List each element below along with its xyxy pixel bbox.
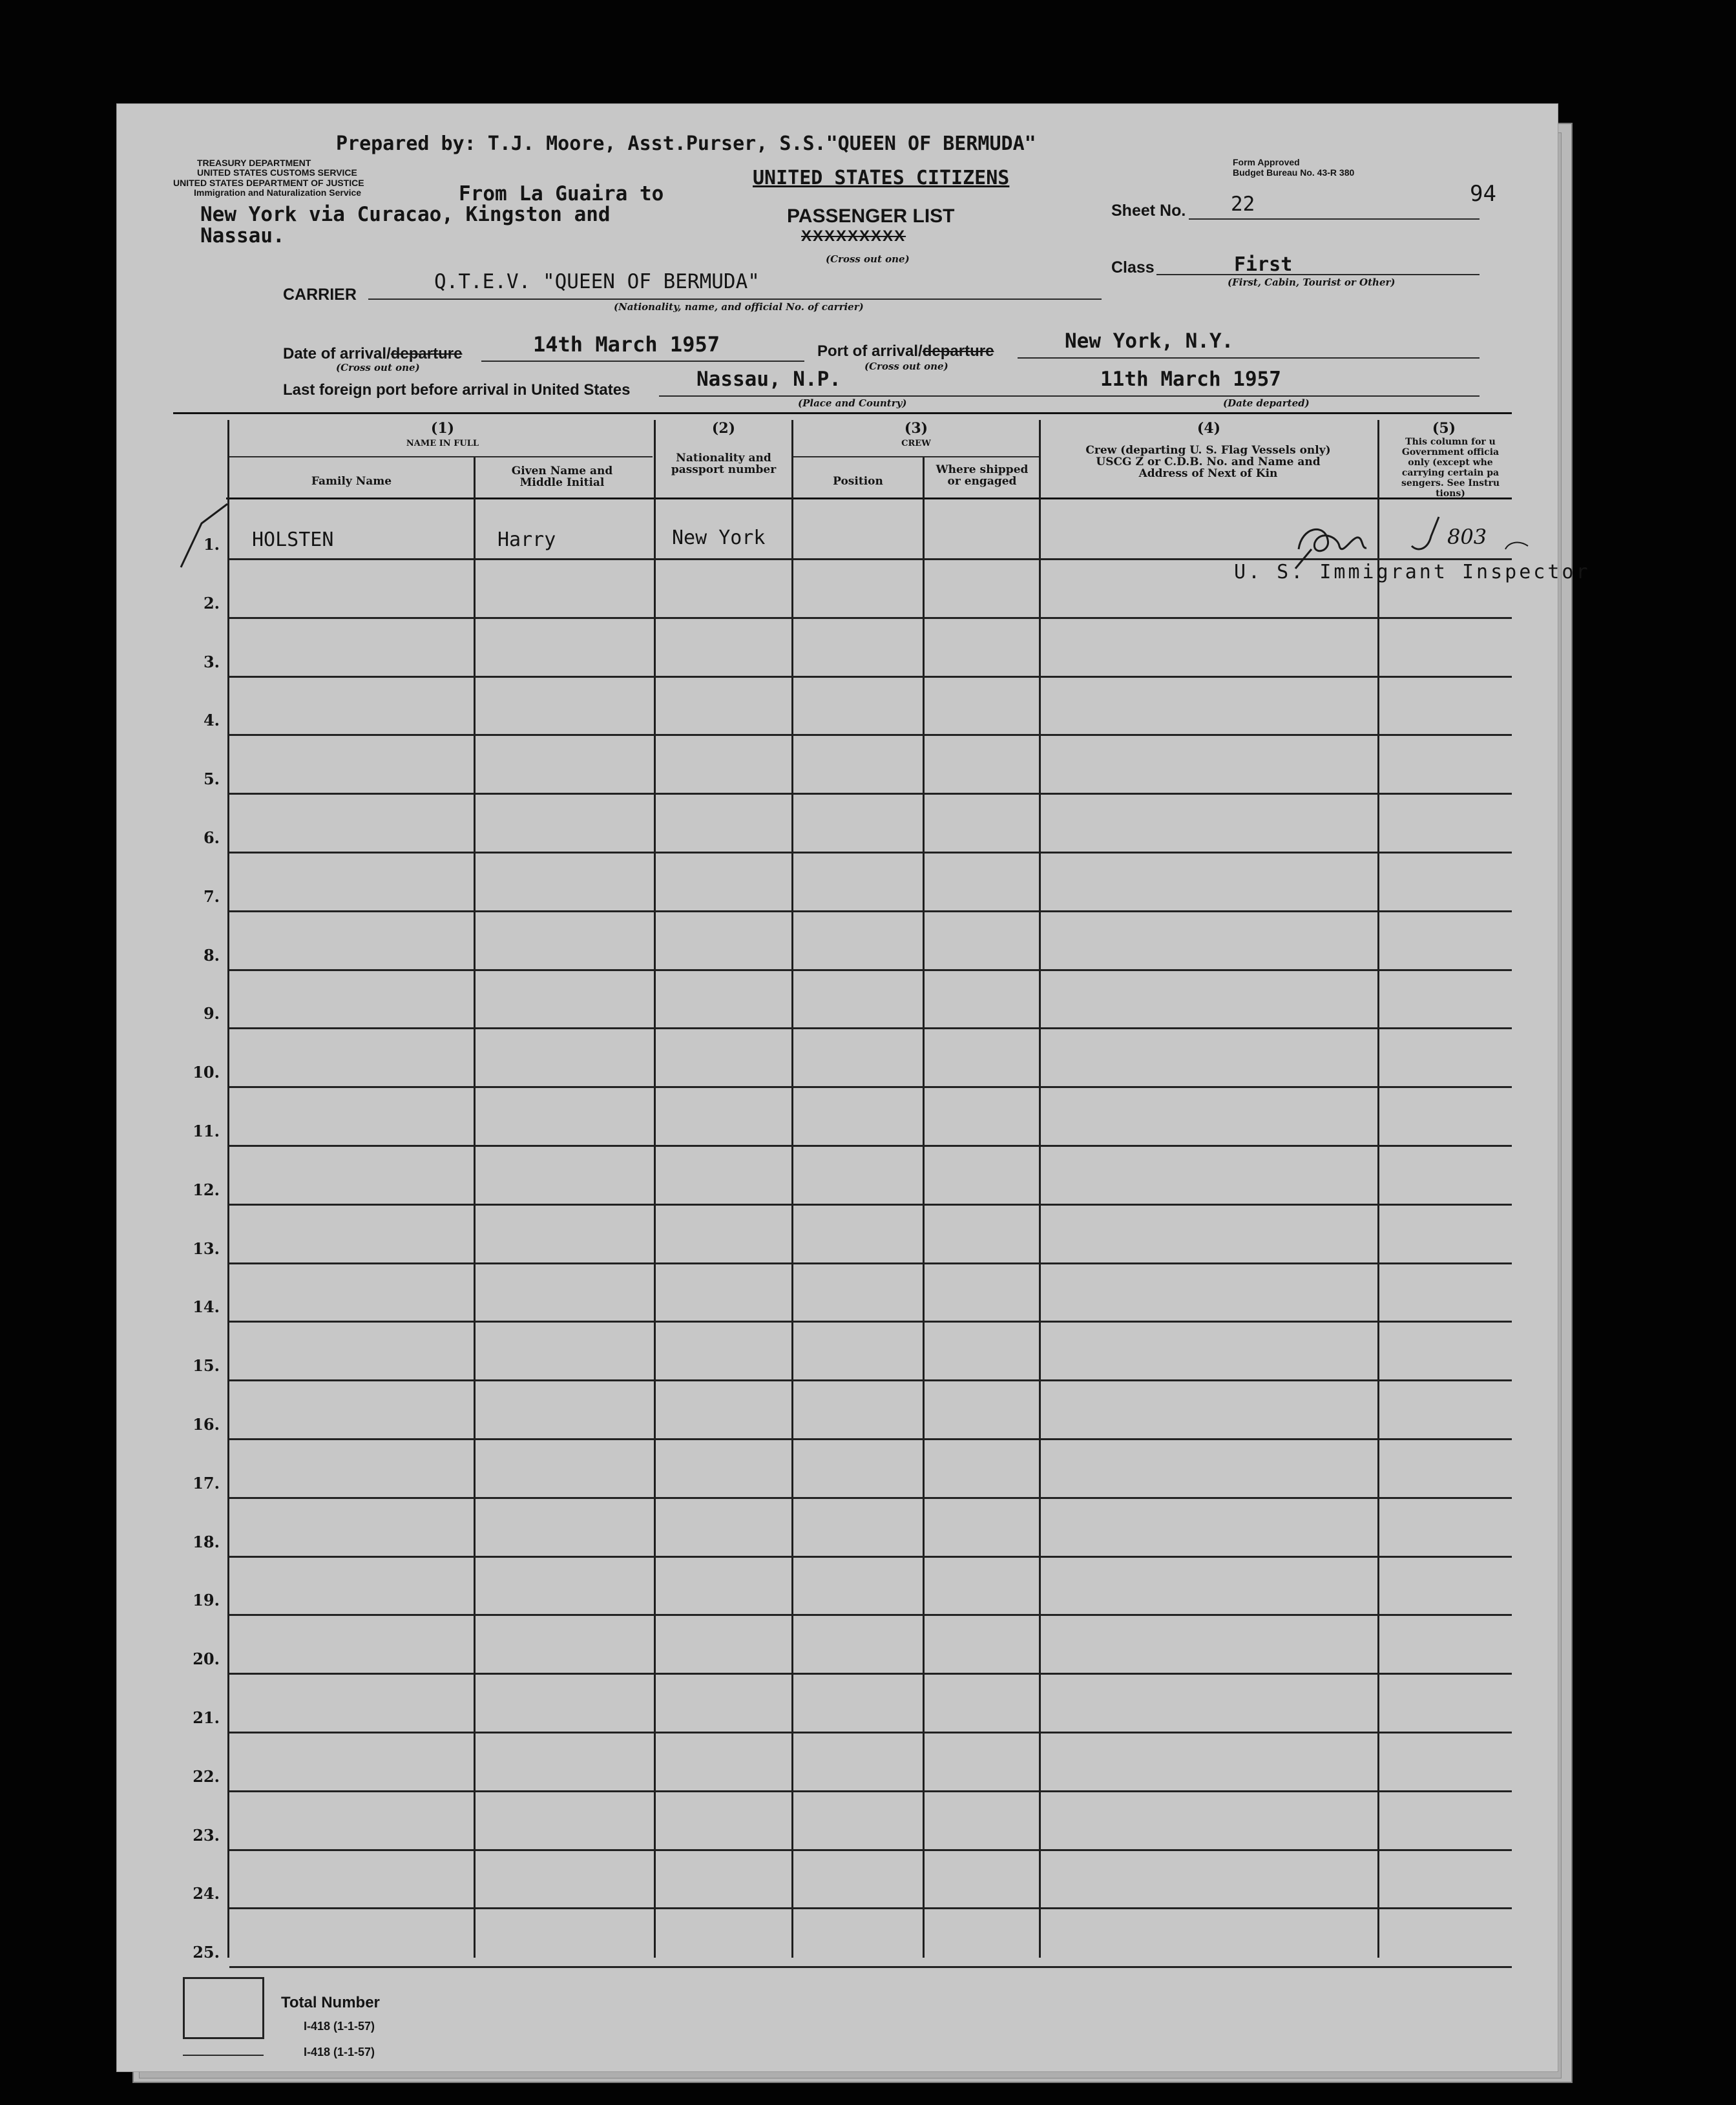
check-mark-icon [176, 497, 234, 569]
place-note: (Place and Country) [798, 397, 907, 409]
date-departed-note: (Date departed) [1223, 397, 1310, 409]
row-rule [229, 617, 1512, 619]
row-1-given-name: Harry [497, 529, 556, 551]
col-5-title: This column for u Government officia only (except whe carrying certain pa sengers. See Instru tions) [1401, 437, 1500, 499]
date-label-text: Date of arrival/ [283, 345, 391, 362]
budget-bureau: Budget Bureau No. 43-R 380 [1233, 167, 1355, 178]
col-5-number: (5) [1432, 420, 1456, 437]
dept-line-1: TREASURY DEPARTMENT [197, 158, 311, 168]
row-number: 5. [203, 770, 220, 788]
col-4-number: (4) [1197, 420, 1221, 437]
port-cross-out: (Cross out one) [864, 361, 948, 372]
carrier-value: Q.T.E.V. "QUEEN OF BERMUDA" [434, 270, 760, 293]
col-position: Position [833, 475, 883, 488]
row-number: 6. [203, 828, 220, 847]
last-port-label: Last foreign port before arrival in United States [283, 381, 631, 399]
col-2-title: Nationality and passport number [671, 452, 777, 476]
col-3-number: (3) [904, 420, 928, 437]
row-rule [229, 734, 1512, 736]
total-number-box [183, 1977, 264, 2039]
row-number: 14. [193, 1297, 220, 1316]
date-departed: 11th March 1957 [1100, 368, 1281, 391]
date-struck: departure [390, 345, 463, 362]
row-number: 25. [193, 1943, 220, 1962]
form-approved: Form Approved [1233, 157, 1300, 167]
route-line-1: From La Guaira to [459, 182, 664, 205]
row-number: 8. [203, 946, 220, 965]
row-rule [229, 1907, 1512, 1909]
dept-line-2: UNITED STATES CUSTOMS SERVICE [197, 167, 357, 178]
row-rule [229, 1966, 1512, 1968]
date-cross-out: (Cross out one) [336, 362, 420, 373]
row-rule [229, 793, 1512, 795]
row-rule [229, 1849, 1512, 1851]
row-rule [229, 1732, 1512, 1733]
col-2-number: (2) [711, 420, 736, 437]
port-of-arrival: New York, N.Y. [1065, 330, 1234, 353]
col-4-title: Crew (departing U. S. Flag Vessels only) USCG Z or C.D.B. No. and Name and Address of Next of Kin [1085, 444, 1331, 480]
row-rule [229, 1673, 1512, 1675]
form-number-1: I-418 (1-1-57) [304, 2020, 375, 2033]
inspector-number: 803 [1447, 525, 1487, 549]
inspector-signature-icon [1289, 510, 1541, 581]
row-number: 18. [193, 1533, 220, 1551]
row-rule [229, 1614, 1512, 1616]
last-port-value: Nassau, N.P. [696, 368, 841, 391]
row-rule [229, 969, 1512, 971]
dept-line-4: Immigration and Naturalization Service [194, 187, 362, 198]
row-number: 20. [193, 1649, 220, 1668]
row-rule [229, 1321, 1512, 1323]
col-where-shipped: Where shipped or engaged [936, 463, 1029, 488]
col-3-title: CREW [901, 439, 931, 448]
row-number: 4. [203, 711, 220, 729]
row-rule [229, 1379, 1512, 1381]
row-rule [229, 1790, 1512, 1792]
inspector-stamp: U. S. Immigrant Inspector [1234, 561, 1591, 583]
date-label [283, 345, 462, 363]
page-number: 94 [1470, 181, 1496, 207]
col-1-title: NAME IN FULL [406, 439, 479, 448]
sheet-no-label: Sheet No. [1111, 202, 1186, 220]
col-family-name: Family Name [311, 475, 392, 488]
row-rule [229, 1262, 1512, 1264]
row-number: 19. [193, 1591, 220, 1609]
row-1-family-name: HOLSTEN [252, 529, 334, 551]
sheet-no: 22 [1231, 193, 1255, 216]
carrier-label: CARRIER [283, 286, 357, 304]
list-cross-out: (Cross out one) [826, 253, 910, 265]
row-rule [229, 1086, 1512, 1088]
route-line-3: Nassau. [200, 224, 285, 247]
row-rule [229, 910, 1512, 912]
row-number: 3. [203, 653, 220, 671]
row-number: 12. [193, 1180, 220, 1199]
row-number: 1. [203, 535, 220, 554]
port-label-text: Port of arrival/ [817, 342, 923, 360]
row-number: 22. [193, 1767, 220, 1786]
prepared-by: Prepared by: T.J. Moore, Asst.Purser, S.S."QUEEN OF BERMUDA" [336, 132, 1036, 155]
citizens-title: UNITED STATES CITIZENS [753, 167, 1010, 189]
class-value: First [1234, 253, 1293, 276]
form-number-2: I-418 (1-1-57) [304, 2046, 375, 2058]
port-label [817, 342, 994, 361]
row-rule [229, 1438, 1512, 1440]
row-number: 23. [193, 1826, 220, 1845]
row-rule [229, 1556, 1512, 1558]
row-number: 21. [193, 1708, 220, 1727]
row-number: 7. [203, 887, 220, 906]
list-title: PASSENGER LIST [787, 205, 955, 227]
row-rule [229, 1497, 1512, 1499]
total-number-label: Total Number [281, 1994, 380, 2011]
class-note: (First, Cabin, Tourist or Other) [1228, 277, 1396, 288]
row-number: 15. [193, 1356, 220, 1375]
carrier-note: (Nationality, name, and official No. of carrier) [614, 301, 864, 313]
row-number: 17. [193, 1474, 220, 1492]
col-1-number: (1) [430, 420, 455, 437]
row-rule [229, 852, 1512, 854]
date-of-arrival: 14th March 1957 [533, 332, 720, 357]
port-struck: departure [922, 342, 994, 360]
row-number: 10. [193, 1063, 220, 1082]
row-number: 16. [193, 1415, 220, 1434]
class-label: Class [1111, 258, 1155, 277]
row-number: 2. [203, 594, 220, 613]
row-number: 13. [193, 1239, 220, 1258]
row-rule [229, 676, 1512, 678]
row-rule [229, 1145, 1512, 1147]
row-rule [229, 1204, 1512, 1206]
row-number: 24. [193, 1884, 220, 1903]
row-rule [229, 1027, 1512, 1029]
route-line-2: New York via Curacao, Kingston and [200, 203, 611, 226]
row-number: 11. [193, 1122, 220, 1140]
col-given-name: Given Name and Middle Initial [511, 465, 613, 489]
row-1-nationality: New York [672, 527, 766, 549]
dept-line-3: UNITED STATES DEPARTMENT OF JUSTICE [173, 178, 364, 188]
row-number: 9. [203, 1004, 220, 1023]
list-struck: XXXXXXXXX [801, 227, 906, 245]
